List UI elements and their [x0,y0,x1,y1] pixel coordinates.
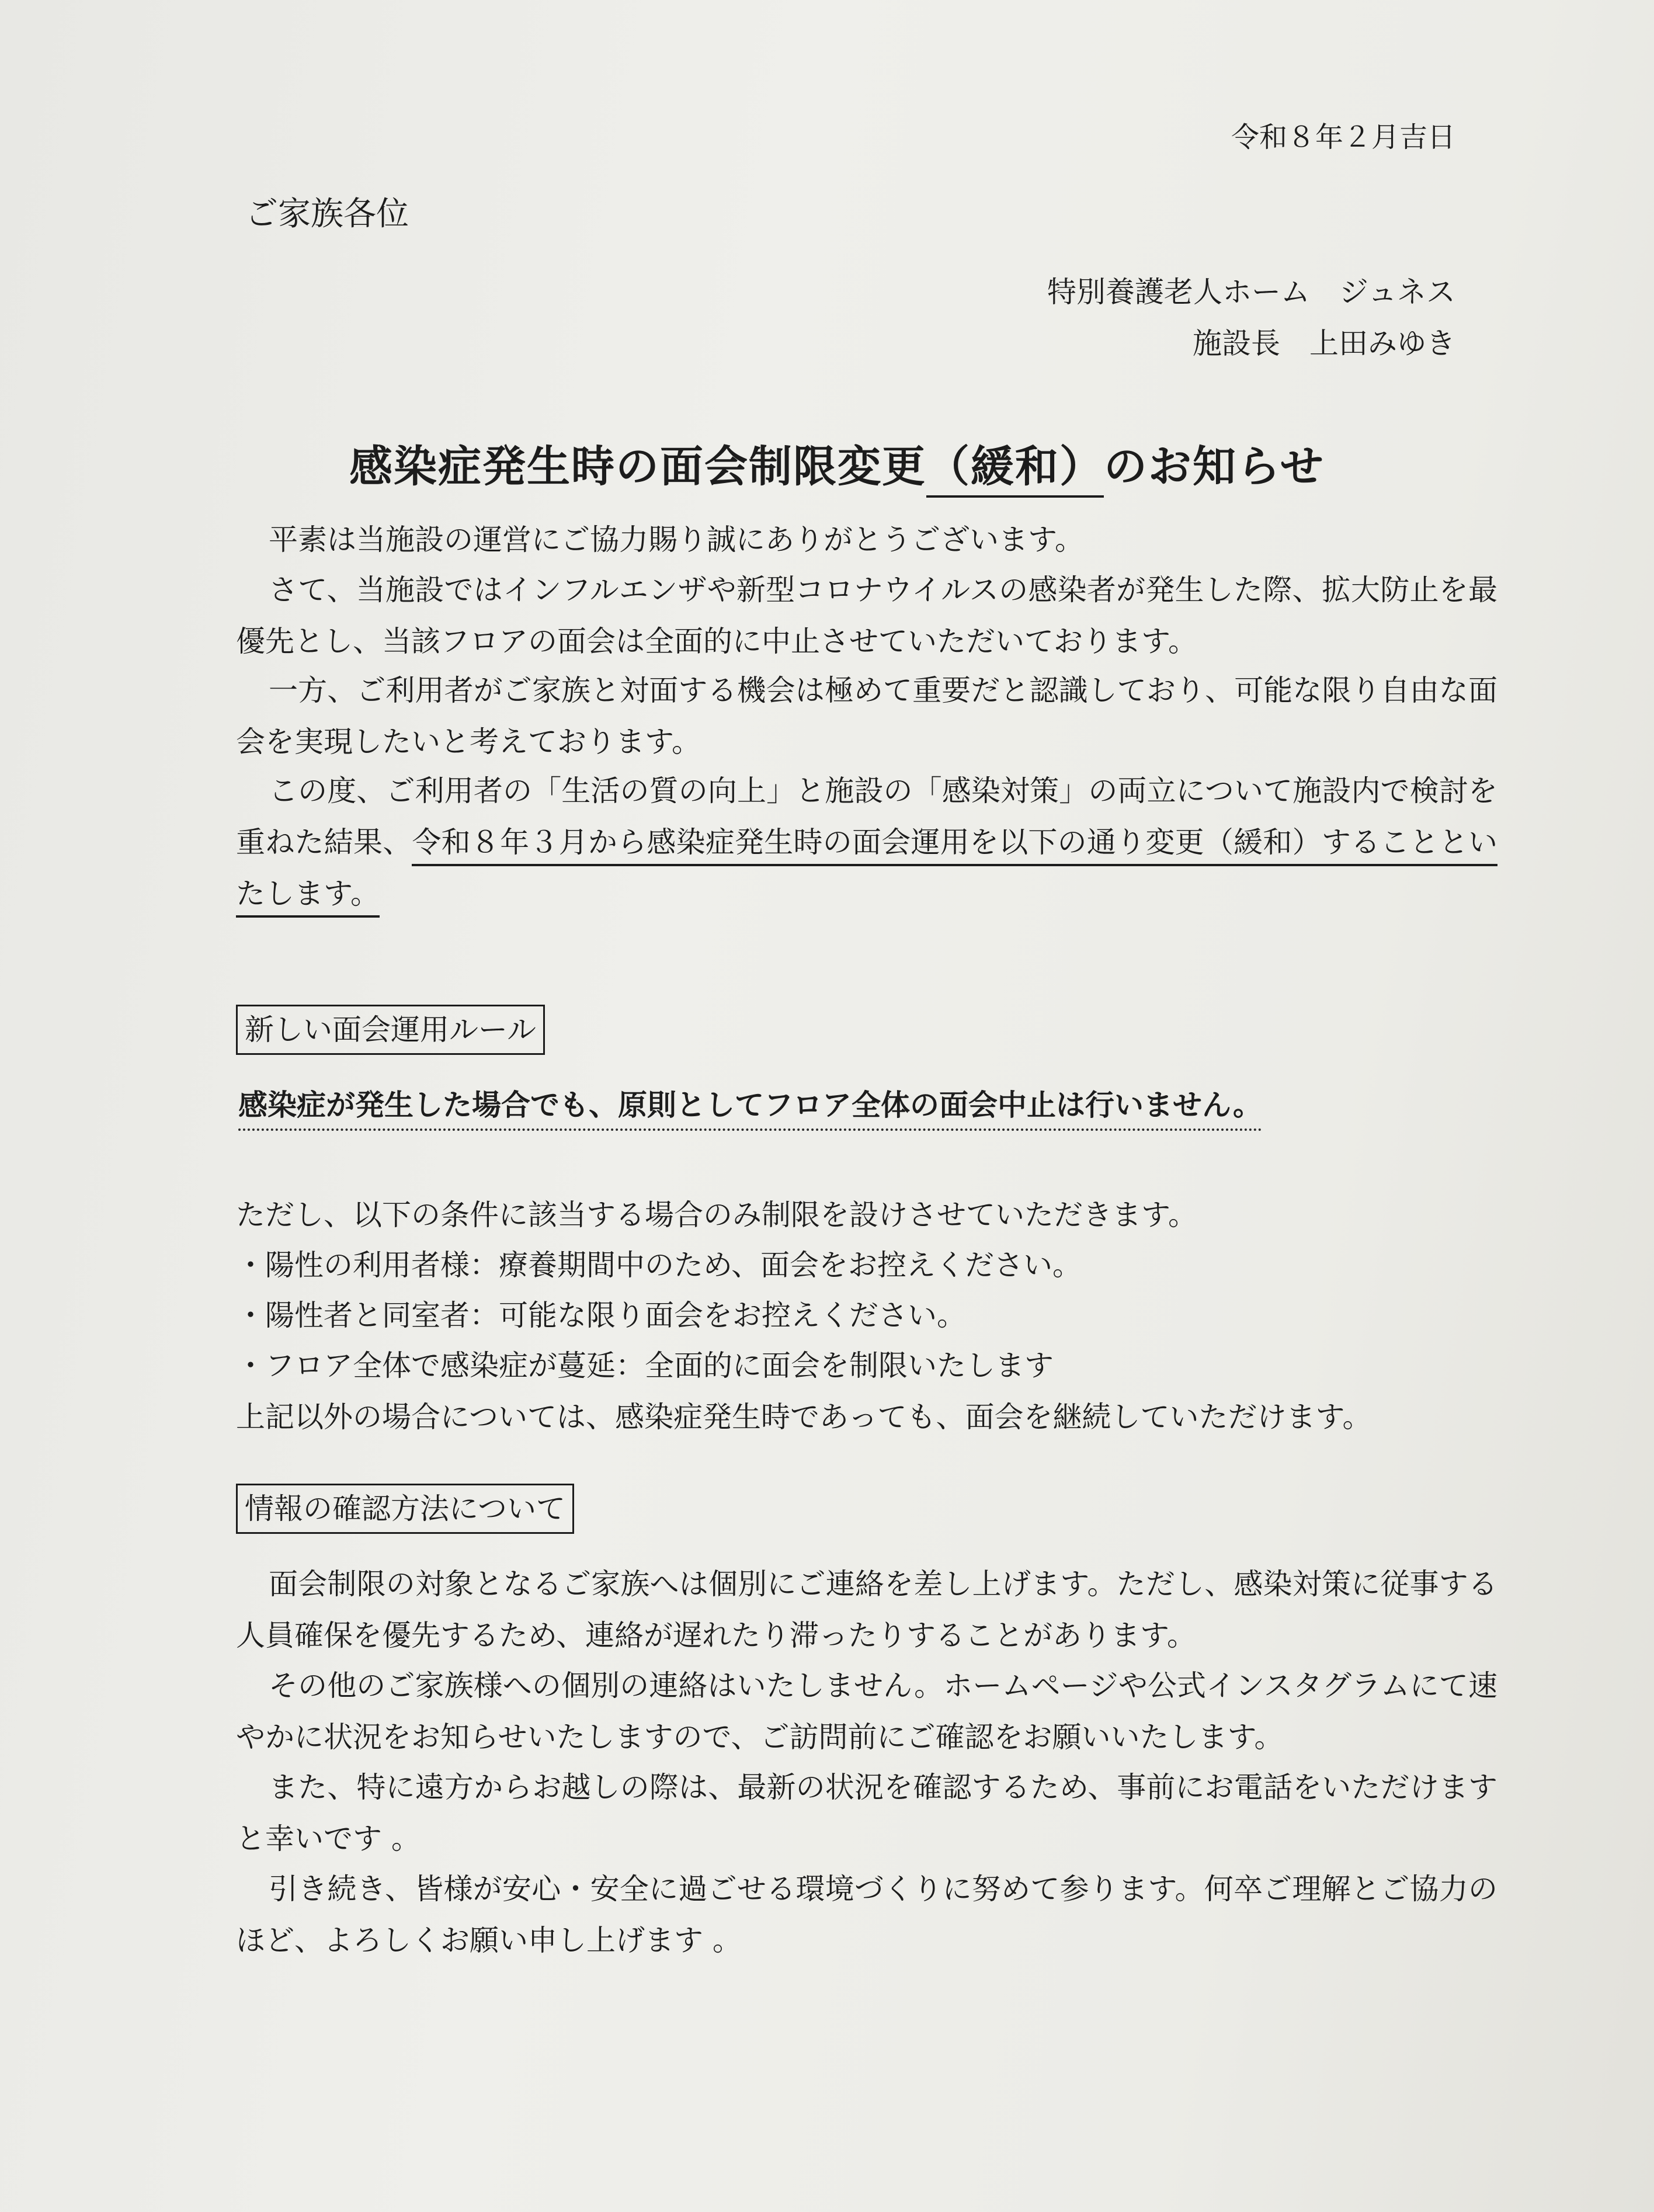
info-paragraph-3: また、特に遠方からお越しの際は、最新の状況を確認するため、事前にお電話をいただけますと幸いです 。 [236,1770,1497,1856]
condition-item: ・フロア全体で感染症が蔓延：全面的に面会を制限いたします [236,1349,1054,1383]
intro-paragraph-1: 平素は当施設の運営にご協力賜り誠にありがとうございます。 [269,523,1084,557]
condition-item: ・陽性者と同室者：可能な限り面会をお控えください。 [236,1298,966,1332]
intro-paragraph-4 [236,765,1497,919]
conditions-lead: ただし、以下の条件に該当する場合のみ制限を設けさせていただきます。 [236,1198,1197,1232]
intro-p4-underlined: 令和８年３月から感染症発生時の面会運用を以下の通り変更（緩和）することといたします。 [236,825,1497,918]
document-title [349,432,1325,494]
intro-p4-plain: この度、ご利用者の「生活の質の向上」と施設の「感染対策」の両立について施設内で検討を重ねた結果、 [236,774,1497,859]
title-underlined: （緩和） [926,442,1104,498]
intro-paragraph-3: 一方、ご利用者がご家族と対面する機会は極めて重要だと認識しており、可能な限り自由な面会を実現したいと考えております。 [236,673,1497,759]
issue-date: 令和８年２月吉日 [1231,121,1455,154]
sender-person: 施設長 上田みゆき [1193,327,1455,360]
conditions-closing: 上記以外の場合については、感染症発生時であっても、面会を継続していただけます。 [236,1400,1372,1434]
sender-organization: 特別養護老人ホーム ジュネス [1047,275,1455,309]
closing-paragraph: 引き続き、皆様が安心・安全に過ごせる環境づくりに努めて参ります。何卒ご理解とご協力のほど、よろしくお願い申し上げます 。 [236,1872,1497,1957]
condition-item: ・陽性の利用者様：療養期間中のため、面会をお控えください。 [236,1248,1082,1282]
title-prefix: 感染症発生時の面会制限変更 [349,442,926,492]
section-heading-new-rules: 新しい面会運用ルール [236,1005,545,1055]
rule-emphasis: 感染症が発生した場合でも、原則としてフロア全体の面会中止は行いません。 [238,1082,1262,1131]
info-paragraph-2: その他のご家族様への個別の連絡はいたしません。ホームページや公式インスタグラムにて速やかに状況をお知らせいたしますので、ご訪問前にご確認をお願いいたします。 [236,1669,1497,1754]
info-paragraph-1: 面会制限の対象となるご家族へは個別にご連絡を差し上げます。ただし、感染対策に従事する人員確保を優先するため、連絡が遅れたり滞ったりすることがあります。 [236,1567,1497,1652]
addressee: ご家族各位 [245,195,409,233]
title-suffix: のお知らせ [1104,442,1325,492]
section-heading-info: 情報の確認方法について [236,1484,574,1534]
intro-paragraph-2: さて、当施設ではインフルエンザや新型コロナウイルスの感染者が発生した際、拡大防止を最優先とし、当該フロアの面会は全面的に中止させていただいております。 [236,573,1497,658]
